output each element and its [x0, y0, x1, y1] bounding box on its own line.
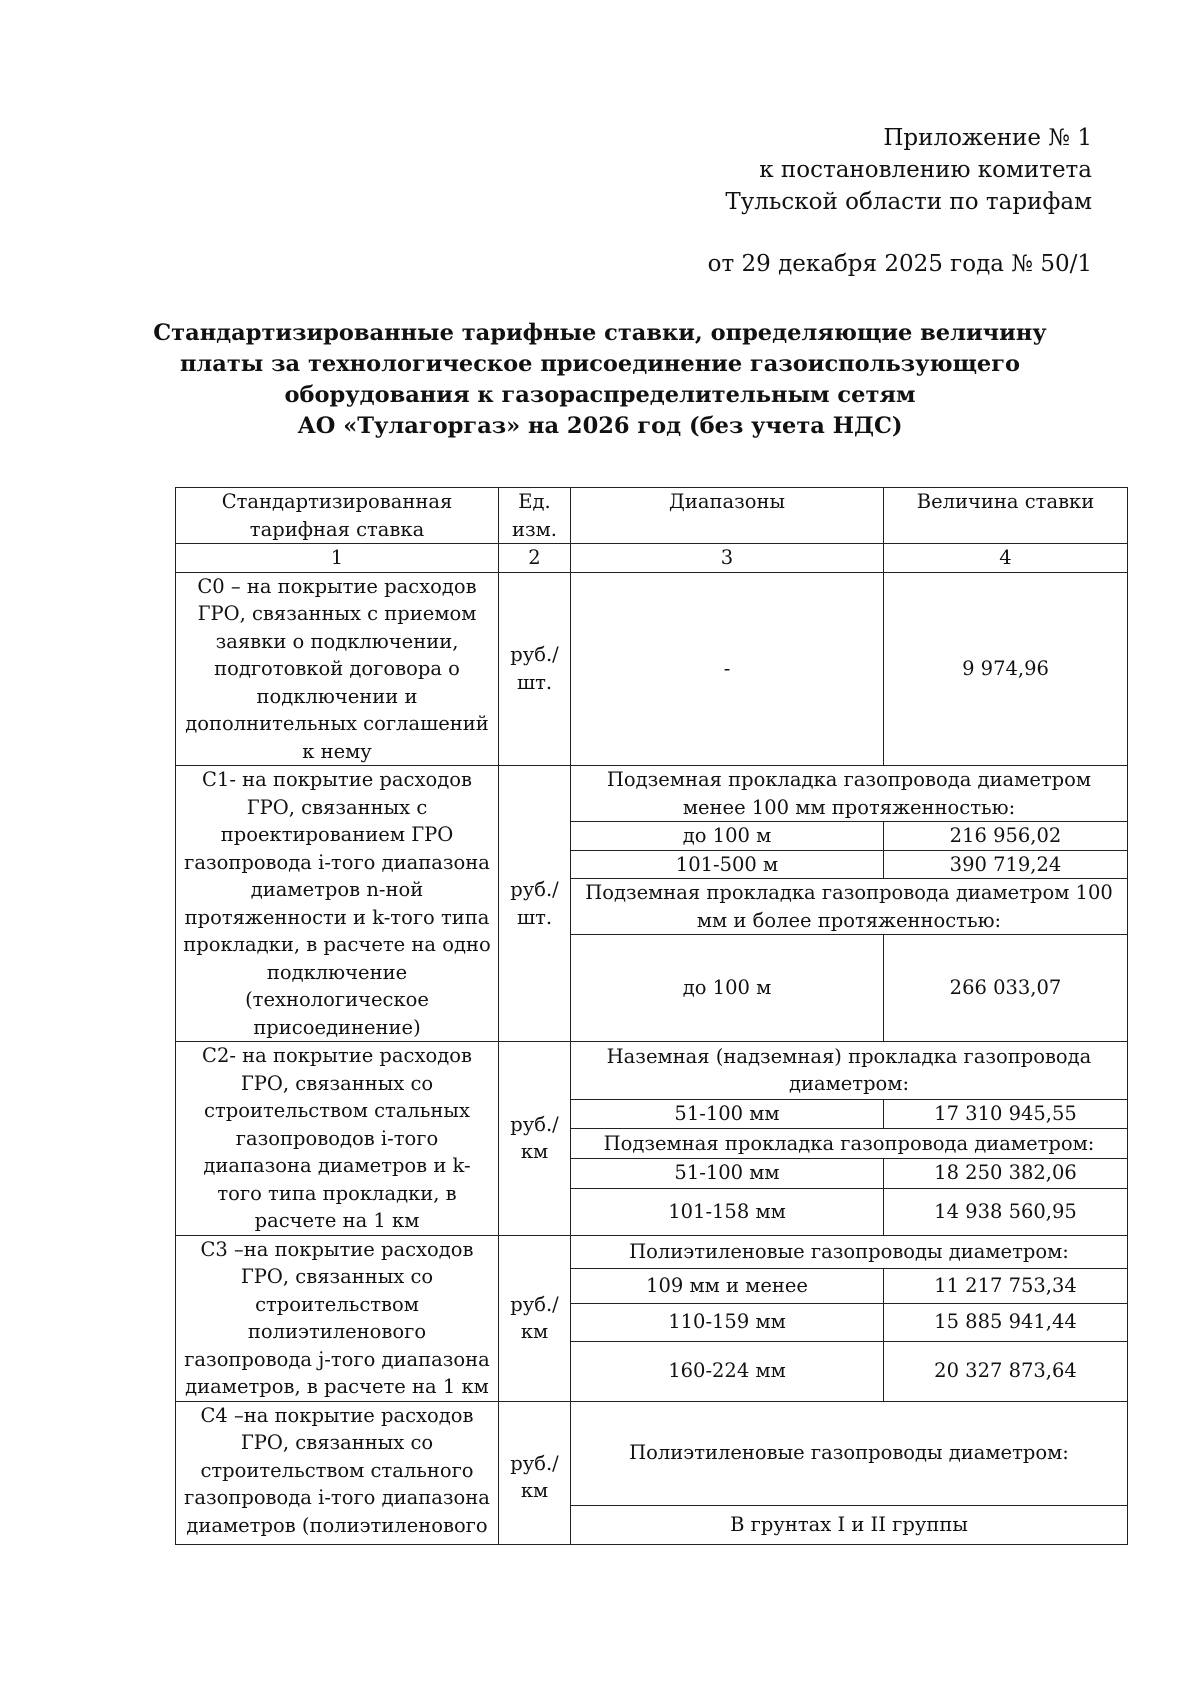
c3-subheader-1: Полиэтиленовые газопроводы диаметром: [571, 1235, 1128, 1268]
c4-subheader-1: Полиэтиленовые газопроводы диаметром: [571, 1401, 1128, 1505]
header-rate: Стандартизированная тарифная ставка [176, 488, 499, 544]
table-row-c0 [176, 572, 1128, 766]
col-number-1: 1 [176, 544, 499, 573]
c1-subheader-2: Подземная прокладка газопровода диаметром 100 мм и более протяженностью: [571, 879, 1128, 935]
c1-range-3: до 100 м [571, 935, 884, 1042]
c2-subheader-1: Наземная (надземная) прокладка газопровода диаметром: [571, 1042, 1128, 1100]
c4-description: С4 –на покрытие расходов ГРО, связанных со строительством стального газопровода i-того диапазона диаметров (полиэтиленового [176, 1401, 499, 1544]
col-number-2: 2 [499, 544, 571, 573]
c2-range-3: 101-158 мм [571, 1188, 884, 1235]
c3-range-2: 110-159 мм [571, 1303, 884, 1341]
annex-line-1: Приложение № 1 [883, 125, 1092, 151]
c1-range-2: 101-500 м [571, 850, 884, 879]
rates-table [175, 487, 1128, 1545]
col-number-4: 4 [884, 544, 1128, 573]
header-unit: Ед. изм. [499, 488, 571, 544]
c1-unit: руб./ шт. [499, 766, 571, 1042]
c3-value-3: 20 327 873,64 [884, 1341, 1128, 1401]
c4-subheader-2: В грунтах I и II группы [571, 1505, 1128, 1544]
c2-description: С2- на покрытие расходов ГРО, связанных со строительством стальных газопроводов i-того диапазона диаметров и k-того типа прокладки, в расчете на 1 км [176, 1042, 499, 1236]
c1-subheader-1: Подземная прокладка газопровода диаметром менее 100 мм протяженностью: [571, 766, 1128, 822]
header-ranges: Диапазоны [571, 488, 884, 544]
c1-range-1: до 100 м [571, 822, 884, 851]
c2-value-2: 18 250 382,06 [884, 1158, 1128, 1188]
c1-value-1: 216 956,02 [884, 822, 1128, 851]
c3-range-1: 109 мм и менее [571, 1268, 884, 1303]
table-row-c1 [176, 766, 1128, 822]
c0-description: С0 – на покрытие расходов ГРО, связанных с приемом заявки о подключении, подготовкой договора о подключении и дополнительных соглашений к нему [176, 572, 499, 766]
c1-value-3: 266 033,07 [884, 935, 1128, 1042]
title-line-4: АО «Тулагоргаз» на 2026 год (без учета НДС) [297, 413, 903, 439]
c3-value-1: 11 217 753,34 [884, 1268, 1128, 1303]
c0-range: - [571, 572, 884, 766]
c2-value-1: 17 310 945,55 [884, 1099, 1128, 1129]
c3-description: С3 –на покрытие расходов ГРО, связанных со строительством полиэтиленового газопровода j-того диапазона диаметров, в расчете на 1 км [176, 1235, 499, 1401]
c1-description: С1- на покрытие расходов ГРО, связанных с проектированием ГРО газопровода i-того диапазона диаметров n-ной протяженности и k-того типа прокладки, в расчете на одно подключение (технологическое присоединение) [176, 766, 499, 1042]
table-row-c2 [176, 1042, 1128, 1100]
title-line-1: Стандартизированные тарифные ставки, определяющие величину [153, 320, 1047, 346]
annex-block [708, 122, 1092, 280]
c3-range-3: 160-224 мм [571, 1341, 884, 1401]
c2-range-2: 51-100 мм [571, 1158, 884, 1188]
table-row-c3 [176, 1235, 1128, 1268]
annex-line-2: к постановлению комитета [759, 157, 1092, 183]
header-value: Величина ставки [884, 488, 1128, 544]
c2-value-3: 14 938 560,95 [884, 1188, 1128, 1235]
c2-unit: руб./ км [499, 1042, 571, 1236]
title-line-2: платы за технологическое присоединение газоиспользующего [179, 351, 1021, 377]
document-title [150, 318, 1050, 442]
c3-unit: руб./ км [499, 1235, 571, 1401]
c1-value-2: 390 719,24 [884, 850, 1128, 879]
table-row-c4 [176, 1401, 1128, 1505]
c2-range-1: 51-100 мм [571, 1099, 884, 1129]
table-header-row [176, 488, 1128, 544]
table-number-row [176, 544, 1128, 573]
annex-date: от 29 декабря 2025 года № 50/1 [707, 251, 1092, 277]
c2-subheader-2: Подземная прокладка газопровода диаметром: [571, 1129, 1128, 1159]
annex-line-3: Тульской области по тарифам [725, 189, 1092, 215]
c0-value: 9 974,96 [884, 572, 1128, 766]
c3-value-2: 15 885 941,44 [884, 1303, 1128, 1341]
c4-unit: руб./ км [499, 1401, 571, 1544]
c0-unit: руб./ шт. [499, 572, 571, 766]
col-number-3: 3 [571, 544, 884, 573]
title-line-3: оборудования к газораспределительным сетям [284, 382, 916, 408]
